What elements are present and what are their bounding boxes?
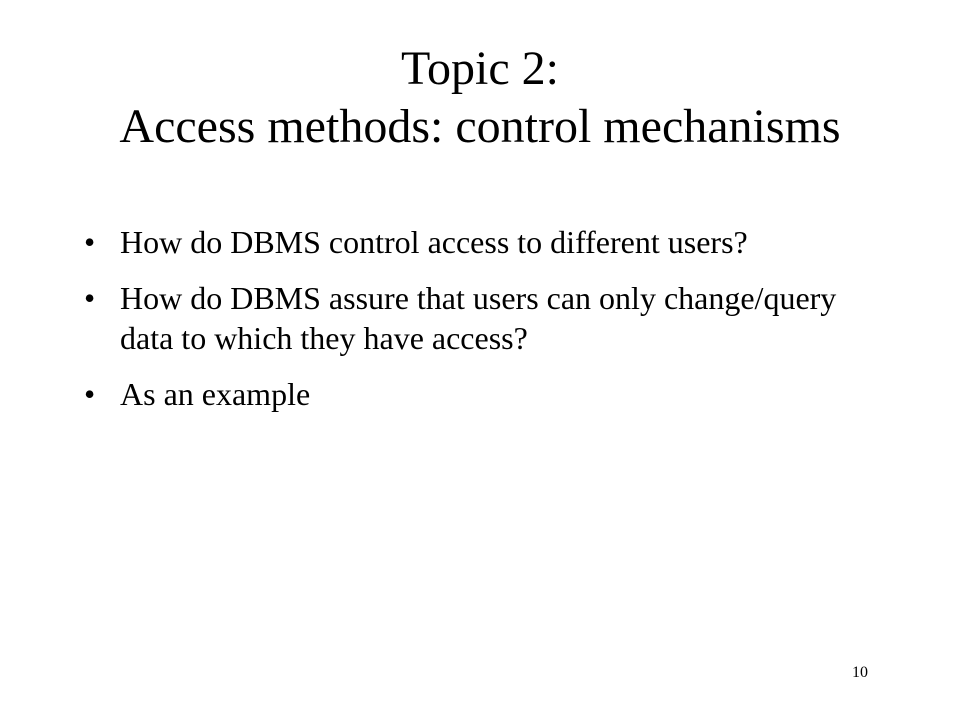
slide-title-line-1: Topic 2: (401, 42, 559, 95)
bullet-item (84, 374, 884, 414)
bullet-icon: • (84, 376, 96, 412)
bullet-icon: • (84, 224, 96, 260)
bullet-text: How do DBMS assure that users can only change/query data to which they have access? (120, 280, 837, 356)
slide-title-line-2: Access methods: control mechanisms (119, 100, 841, 153)
slide-title (0, 40, 960, 156)
bullet-text: As an example (120, 376, 311, 412)
bullet-list (84, 222, 884, 430)
bullet-item (84, 278, 884, 358)
page-number: 10 (852, 664, 868, 681)
bullet-icon: • (84, 280, 96, 316)
bullet-text: How do DBMS control access to different users? (120, 224, 748, 260)
bullet-item (84, 222, 884, 262)
